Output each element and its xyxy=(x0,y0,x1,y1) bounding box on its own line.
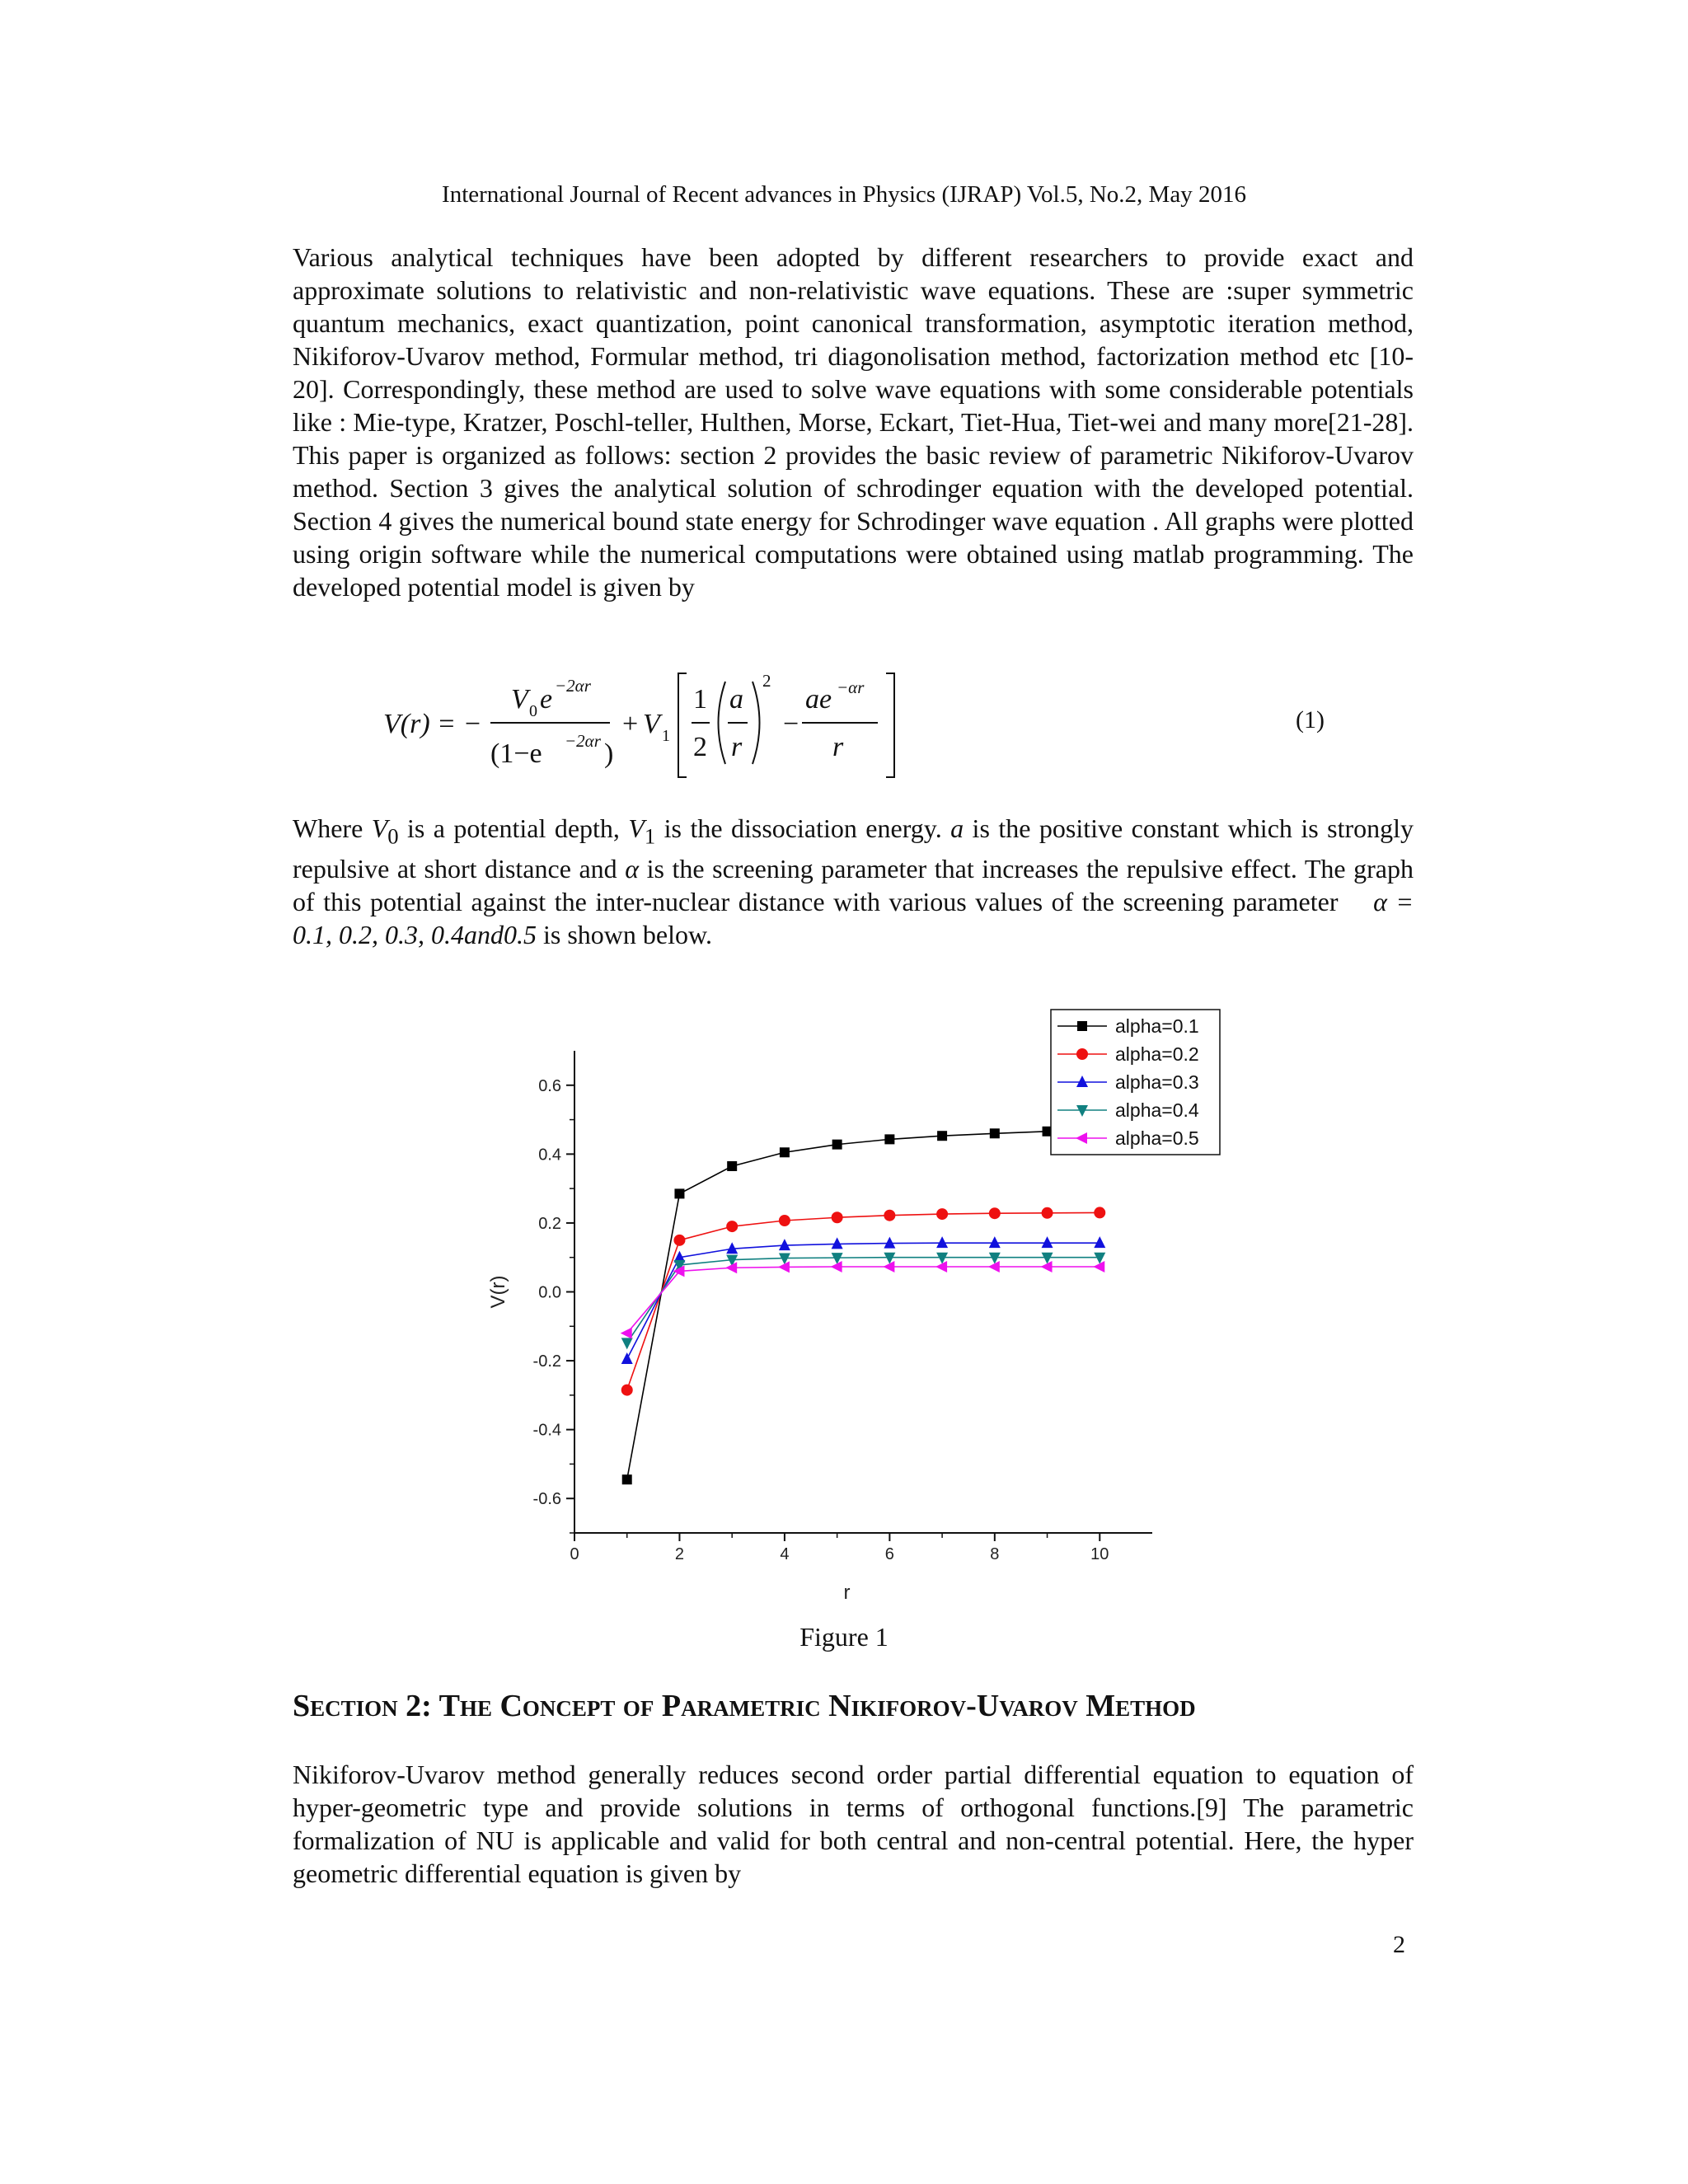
data-point xyxy=(832,1212,843,1223)
eq-lhs: V(r) = − xyxy=(383,709,482,739)
data-point xyxy=(832,1140,842,1150)
x-tick-label: 6 xyxy=(884,1545,894,1563)
data-point xyxy=(621,1352,633,1364)
data-point xyxy=(989,1207,1001,1219)
data-point xyxy=(988,1261,1000,1272)
eq-den1-close: ) xyxy=(604,738,614,769)
y-tick-label: -0.2 xyxy=(532,1352,561,1371)
legend-marker xyxy=(1077,1021,1087,1031)
running-header: International Journal of Recent advances in Physics (IJRAP) Vol.5, No.2, May 2016 xyxy=(442,181,1246,208)
data-point xyxy=(1094,1236,1105,1248)
data-point xyxy=(779,1239,790,1250)
eq-num1-e: e xyxy=(540,684,553,715)
data-point xyxy=(1094,1207,1105,1218)
y-tick-label: -0.6 xyxy=(532,1490,561,1509)
y-axis-label: V(r) xyxy=(487,1275,509,1309)
eq-frac2-num-base: ae xyxy=(805,684,832,715)
potential-chart xyxy=(462,1001,1253,1628)
data-point xyxy=(621,1385,633,1396)
alpha-values: α = 0.1, 0.2, 0.3, 0.4and0.5 xyxy=(293,887,1414,950)
data-point xyxy=(673,1235,685,1246)
y-tick-label: -0.4 xyxy=(532,1421,561,1440)
potential-equation xyxy=(293,663,1414,787)
eq-frac2-den: r xyxy=(832,732,844,762)
data-point xyxy=(727,1161,737,1171)
data-point xyxy=(726,1221,738,1232)
y-tick-label: 0.2 xyxy=(538,1214,561,1233)
legend-marker xyxy=(1076,1048,1088,1060)
series-line-alpha=0.1 xyxy=(627,1130,1100,1479)
eq-a-num: a xyxy=(729,684,743,715)
y-tick-label: 0.0 xyxy=(538,1283,561,1302)
legend-label: alpha=0.2 xyxy=(1115,1043,1199,1065)
eq-num1-base: V xyxy=(511,684,528,715)
legend-label: alpha=0.1 xyxy=(1115,1015,1199,1037)
x-tick-label: 2 xyxy=(674,1545,685,1563)
series-line-alpha=0.3 xyxy=(627,1243,1100,1359)
legend-label: alpha=0.5 xyxy=(1115,1127,1199,1149)
eq-r-den: r xyxy=(731,732,743,762)
y-tick-label: 0.6 xyxy=(538,1076,561,1095)
eq-plus: + xyxy=(622,709,639,739)
x-tick-label: 10 xyxy=(1090,1545,1109,1563)
figure-caption: Figure 1 xyxy=(799,1622,889,1652)
series-line-alpha=0.5 xyxy=(627,1267,1100,1333)
data-point xyxy=(884,1134,894,1144)
data-point xyxy=(1042,1236,1053,1248)
y-tick-label: 0.4 xyxy=(538,1146,561,1165)
legend-label: alpha=0.4 xyxy=(1115,1099,1199,1121)
data-point xyxy=(936,1208,948,1220)
intro-paragraph: Various analytical techniques have been adopted by different researchers to provide exact and approximate solutions to relativistic and non-relativistic wave equations. These are :super symmetric quantum mechanics, exact quantization, point canonical transformation, asymptotic iteration method, Nikiforov-Uvarov method, Formular method, tri diagonolisation method, factorization method etc [10-20]. Correspondingly, these method are used to solve wave equations with some considerable potentials like : Mie-type, Kratzer, Poschl-teller, Hulthen, Morse, Eckart, Tiet-Hua, Tiet-wei and many more[21-28]. This paper is organized as follows: section 2 provides the basic review of parametric Nikiforov-Uvarov method. Section 3 gives the analytical solution of schrodinger equation with the developed potential. Section 4 gives the numerical bound state energy for Schrodinger wave equation . All graphs were plotted using origin software while the numerical computations were obtained using matlab programming. The developed potential model is given by xyxy=(293,242,1414,602)
data-point xyxy=(883,1261,894,1272)
data-point xyxy=(832,1237,843,1249)
data-point xyxy=(780,1147,790,1157)
x-tick-label: 0 xyxy=(570,1545,579,1563)
page-number: 2 xyxy=(1393,1931,1405,1958)
data-point xyxy=(936,1236,948,1248)
data-point xyxy=(989,1236,1001,1248)
eq-half-den: 2 xyxy=(693,732,707,762)
x-tick-label: 8 xyxy=(990,1545,1000,1563)
data-point xyxy=(779,1215,790,1226)
eq-den1-open: (1−e xyxy=(490,738,542,769)
nu-method-paragraph: Nikiforov-Uvarov method generally reduces second order partial differential equation to equation of hyper-geometric type and provide solutions in terms of orthogonal functions.[9] The parametric formalization of NU is applicable and valid for both central and non-central potential. Here, the hyper geometric differential equation is given by xyxy=(293,1760,1414,1888)
equation-number: (1) xyxy=(1296,706,1325,733)
data-point xyxy=(1093,1261,1104,1272)
series-line-alpha=0.2 xyxy=(627,1212,1100,1390)
section-heading: Section 2: The Concept of Parametric Nikiforov-Uvarov Method xyxy=(293,1689,1196,1723)
eq-num1-sub: 0 xyxy=(529,702,537,720)
x-tick-label: 4 xyxy=(780,1545,790,1563)
eq-num1-sup: −2αr xyxy=(555,676,591,696)
x-axis-label: r xyxy=(843,1582,851,1604)
eq-minus: − xyxy=(783,709,799,739)
data-point xyxy=(935,1261,947,1272)
data-point xyxy=(884,1237,895,1249)
data-point xyxy=(1042,1207,1053,1219)
data-point xyxy=(884,1210,895,1221)
eq-v1-sub: 1 xyxy=(662,727,670,745)
data-point xyxy=(622,1474,632,1484)
eq-square: 2 xyxy=(762,671,771,691)
data-point xyxy=(621,1328,632,1339)
data-point xyxy=(990,1128,1000,1138)
eq-half-num: 1 xyxy=(693,684,707,715)
data-point xyxy=(1041,1261,1053,1272)
potential-description: Where $V_0$ is a potential depth, $V_1$ is the dissociation energy. a is the positive constant which is strongly repulsive at short distance and α is the screening parameter that increases the repulsive effect. The graph of this potential against the inter-nuclear distance with various values of the screening parameter α = 0.1, 0.2, 0.3, 0.4and0.5 is shown below. xyxy=(293,813,1414,950)
eq-den1-sup: −2αr xyxy=(565,731,601,751)
legend-label: alpha=0.3 xyxy=(1115,1071,1199,1093)
eq-v1-base: V xyxy=(643,709,660,739)
data-point xyxy=(674,1188,684,1198)
eq-frac2-num-sup: −αr xyxy=(837,677,865,697)
data-point xyxy=(937,1131,947,1141)
data-point xyxy=(621,1338,633,1349)
